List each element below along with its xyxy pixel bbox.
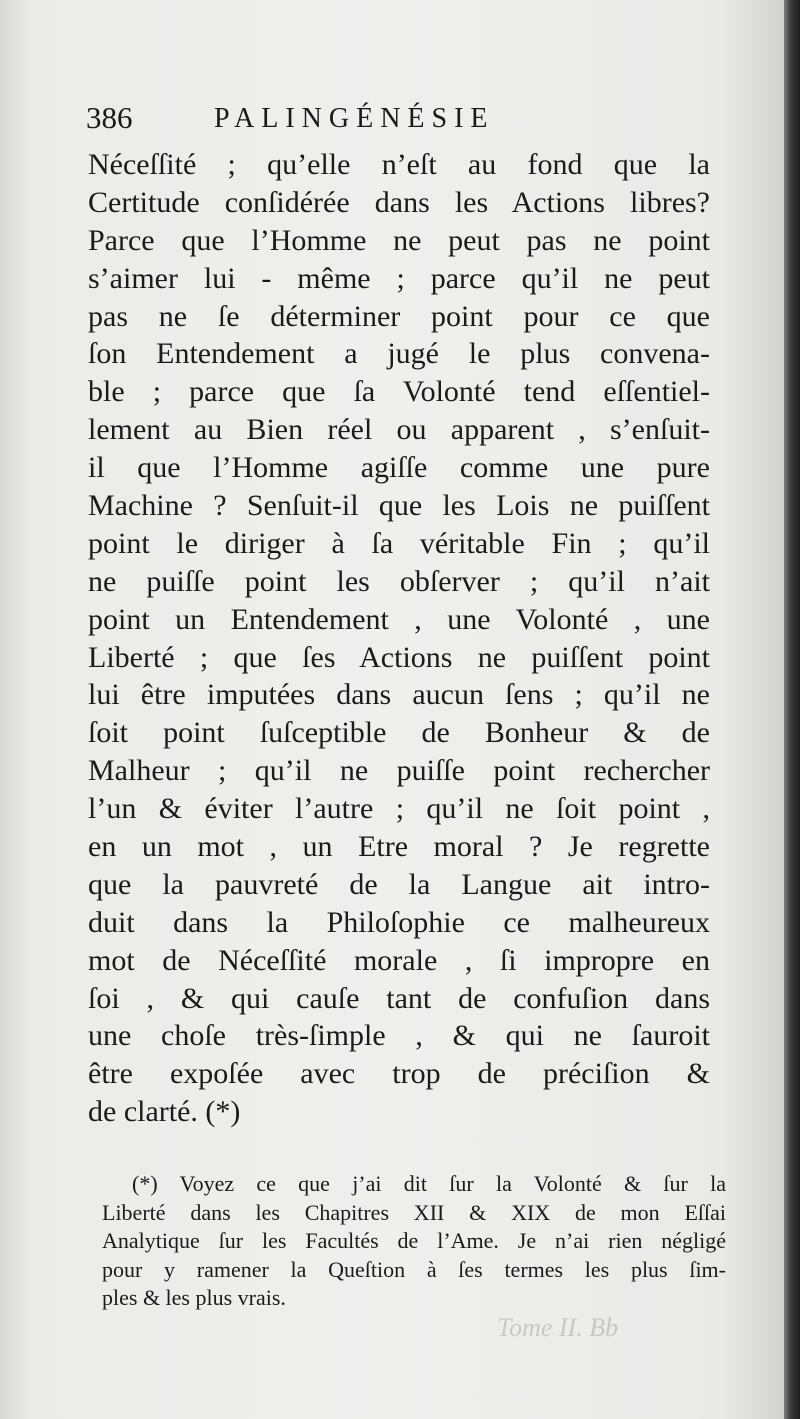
footnote-line: (*) Voyez ce que j’ai dit ſur la Volonté & ſur la <box>132 1171 726 1196</box>
body-paragraph <box>88 146 710 1131</box>
body-line: lement au Bien réel ou apparent , s’enſuit- <box>88 413 710 447</box>
body-line: ble ; parce que ſa Volonté tend eſſentiel- <box>88 375 710 409</box>
body-line: en un mot , un Etre moral ? Je regrette <box>88 830 710 864</box>
body-line: que la pauvreté de la Langue ait intro- <box>88 867 710 901</box>
body-line: pas ne ſe déterminer point pour ce que <box>88 299 710 333</box>
footnote-line: Analytique ſur les Facultés de l’Ame. Je n’ai rien négligé <box>102 1228 726 1253</box>
body-line: ne puiſſe point les obſerver ; qu’il n’ait <box>88 564 710 598</box>
body-line: Parce que l’Homme ne peut pas ne point <box>88 223 710 257</box>
body-line: Certitude conſidérée dans les Actions libres? <box>88 185 710 219</box>
signature-mark: Tome II. Bb <box>497 1313 619 1342</box>
footnote <box>102 1170 726 1313</box>
body-line: l’un & éviter l’autre ; qu’il ne ſoit point , <box>88 792 710 826</box>
body-line: s’aimer lui - même ; parce qu’il ne peut <box>88 261 710 295</box>
body-line: ſon Entendement a jugé le plus convena- <box>88 337 710 371</box>
body-line: point un Entendement , une Volonté , une <box>88 602 710 636</box>
running-head: PALINGÉNÉSIE <box>214 103 495 134</box>
footnote-line: Liberté dans les Chapitres XII & XIX de mon Eſſai <box>102 1199 726 1225</box>
body-line: duit dans la Philoſophie ce malheureux <box>88 905 710 939</box>
body-line: Néceſſité ; qu’elle n’eſt au fond que la <box>88 148 710 181</box>
body-line: Malheur ; qu’il ne puiſſe point rechercher <box>88 754 710 788</box>
body-line: de clarté. (*) <box>88 1095 241 1129</box>
body-line: ſoi , & qui cauſe tant de confuſion dans <box>88 981 710 1015</box>
body-line: lui être imputées dans aucun ſens ; qu’il ne <box>88 678 710 712</box>
body-line: ſoit point ſuſceptible de Bonheur & de <box>88 716 710 750</box>
body-line: une choſe très-ſimple , & qui ne ſauroit <box>88 1019 710 1053</box>
body-line: point le diriger à ſa véritable Fin ; qu’il <box>88 526 710 560</box>
body-line: mot de Néceſſité morale , ſi impropre en <box>88 943 710 977</box>
page-number: 386 <box>86 100 133 135</box>
body-line: être expoſée avec trop de préciſion & <box>88 1057 710 1091</box>
footnote-line: pour y ramener la Queſtion à ſes termes les plus ſim- <box>102 1256 726 1282</box>
footnote-line: ples & les plus vrais. <box>102 1285 286 1310</box>
body-line: il que l’Homme agiſſe comme une pure <box>88 451 710 485</box>
body-line: Liberté ; que ſes Actions ne puiſſent point <box>88 640 710 674</box>
page-header <box>86 98 706 144</box>
page-edge-shadow <box>784 0 800 1419</box>
body-line: Machine ? Senſuit-il que les Lois ne puiſſent <box>88 489 710 523</box>
